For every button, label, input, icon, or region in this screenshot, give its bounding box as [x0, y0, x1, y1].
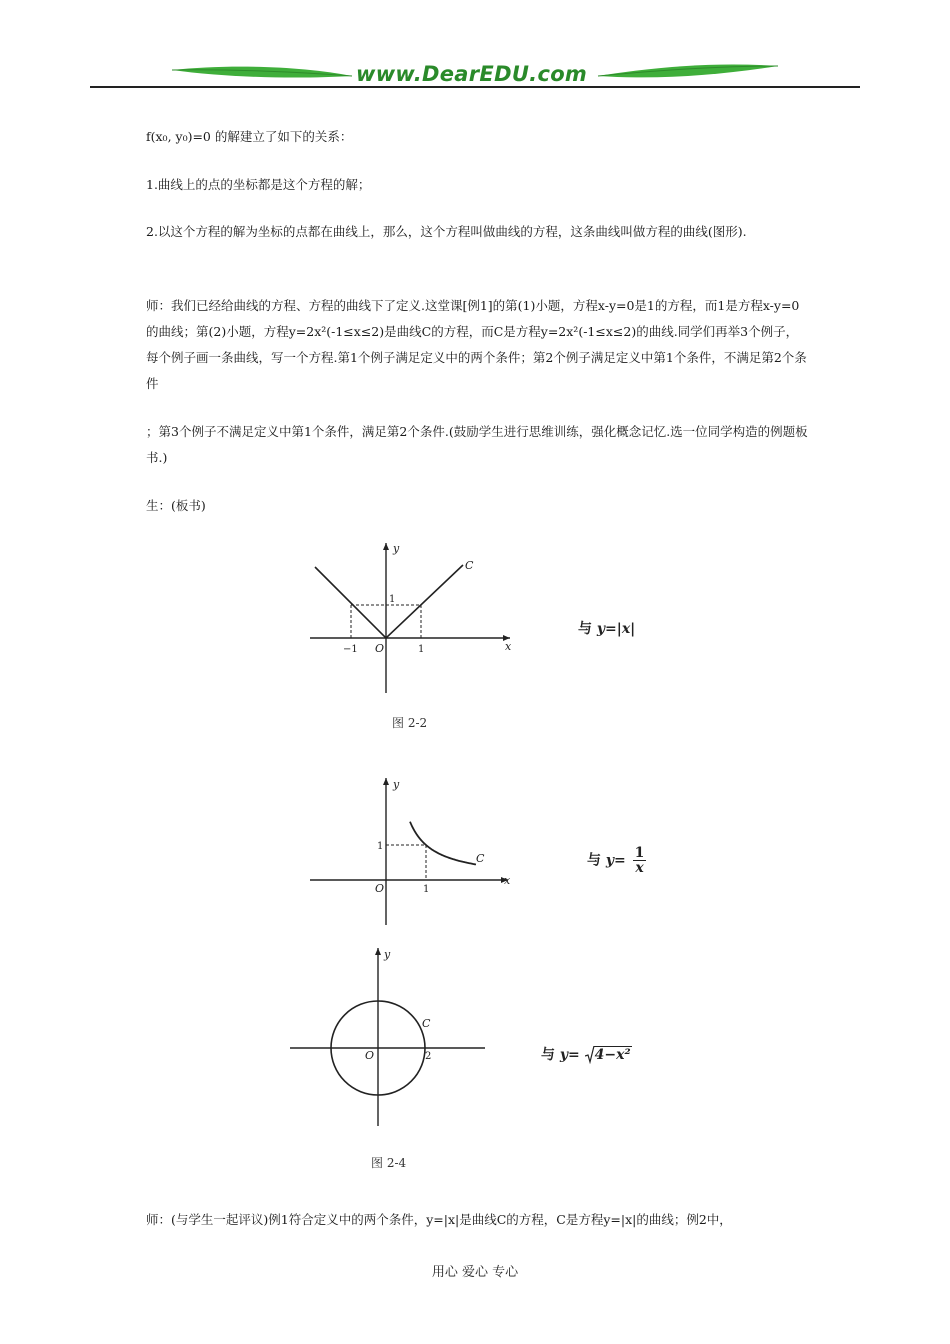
header-divider	[90, 86, 860, 88]
fraction-denominator: x	[635, 860, 644, 876]
relation-lhs: y=	[605, 852, 626, 869]
relation-abs-x	[578, 618, 635, 638]
relation-fraction	[633, 846, 647, 875]
paragraph-student-board: 生：(板书)	[146, 498, 206, 513]
origin-label: O	[365, 1049, 375, 1062]
curve-label: C	[465, 559, 474, 572]
page-footer: 用心 爱心 专心	[431, 1265, 519, 1280]
paragraph-condition-2: 2.以这个方程的解为坐标的点都在曲线上，那么，这个方程叫做曲线的方程，这条曲线叫做方程的曲线(图形).	[146, 224, 747, 239]
relation-reciprocal	[587, 846, 646, 875]
y-axis-arrow-icon	[383, 778, 389, 785]
curve-label: C	[476, 852, 485, 865]
tick-label-2: 2	[425, 1051, 432, 1062]
relation-equation: y=|x|	[596, 621, 636, 637]
site-header	[0, 0, 950, 100]
y-axis-label: y	[393, 778, 400, 791]
curve-c	[410, 822, 476, 865]
x-axis-label: x	[504, 874, 511, 887]
paragraph-relation-intro: f(x₀, y₀)=0 的解建立了如下的关系：	[146, 129, 353, 144]
figure-caption-2-4: 图 2-4	[371, 1156, 407, 1170]
paragraph-teacher-review: 师：(与学生一起评议)例1符合定义中的两个条件，y=|x|是曲线C的方程，C是方程y=|x|的曲线；例2中，	[146, 1212, 732, 1227]
figure-circle-graph	[285, 943, 495, 1133]
relation-prefix: 与	[541, 1047, 555, 1063]
figure-caption-2-2: 图 2-2	[392, 716, 428, 730]
origin-label: O	[375, 882, 385, 895]
relation-semicircle	[541, 1044, 632, 1064]
x-axis-label: x	[505, 640, 512, 653]
paragraph-condition-1: 1.曲线上的点的坐标都是这个方程的解；	[146, 177, 371, 192]
relation-prefix: 与	[587, 852, 601, 869]
tick-label-x1: 1	[423, 884, 430, 895]
radical-sign-icon	[585, 1046, 595, 1064]
y-axis-label: y	[384, 948, 391, 961]
tick-label-x1: 1	[418, 644, 425, 655]
y-axis-arrow-icon	[375, 948, 381, 955]
figure-abs-x-graph	[300, 535, 520, 700]
curve-label: C	[422, 1017, 431, 1030]
tick-label-y1: 1	[389, 594, 396, 605]
figure-reciprocal-graph	[305, 770, 520, 930]
site-logo-text[interactable]: www.DearEDU.com	[356, 62, 588, 86]
paragraph-teacher-definition: 师：我们已经给曲线的方程、方程的曲线下了定义.这堂课[例1]的第(1)小题，方程x-y=0是1的方程，而1是方程x-y=0的曲线；第(2)小题，方程y=2x²(-1≤x≤2)是曲线C的方程，而C是方程y=2x²(-1≤x≤2)的曲线.同学们再举3个例子，每个例子画一条曲线，写一个方程.第1个例子满足定义中的两个条件；第2个例子满足定义中第1个条件，不满足第2个条件	[146, 298, 807, 391]
y-axis-arrow-icon	[383, 543, 389, 550]
tick-label-y1: 1	[377, 841, 384, 852]
radicand: 4−x²	[594, 1047, 631, 1063]
relation-lhs: y=	[559, 1047, 580, 1063]
paragraph-third-example: ；第3个例子不满足定义中第1个条件，满足第2个条件.(鼓励学生进行思维训练，强化概念记忆.选一位同学构造的例题板书.)	[146, 424, 808, 465]
relation-radical	[585, 1047, 632, 1063]
y-axis-label: y	[393, 542, 400, 555]
tick-label-neg1: −1	[343, 644, 358, 655]
origin-label: O	[375, 642, 385, 655]
fraction-numerator: 1	[634, 845, 645, 861]
relation-prefix: 与	[578, 621, 592, 637]
